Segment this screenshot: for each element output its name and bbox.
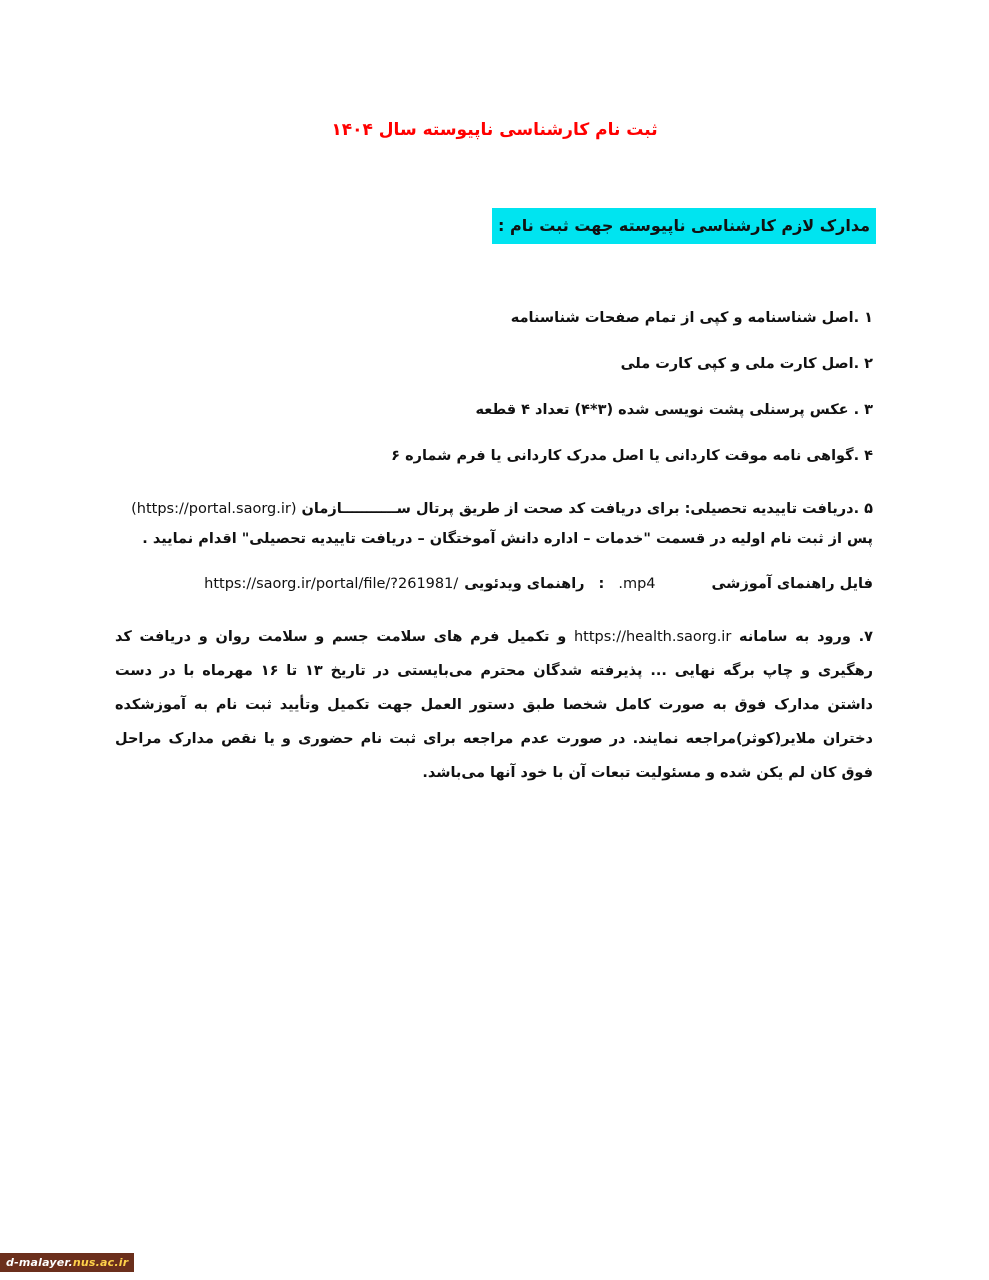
site-watermark (0, 1253, 134, 1272)
video-colon: : (598, 576, 605, 592)
requirement-item-5 (115, 494, 873, 554)
requirement-item-2: ۲ .اصل کارت ملی و کپی کارت ملی (620, 356, 873, 372)
item5-text-suffix: پس از ثبت نام اولیه در قسمت "خدمات – اداره دانش آموختگان – دریافت تاییدیه تحصیلی" اقدام نمایید . (142, 531, 873, 547)
video-guide-label: راهنمای ویدئویی (464, 576, 585, 592)
item5-text-prefix: ۵ .دریافت تاییدیه تحصیلی: برای دریافت کد صحت از طریق پرتال ســـــــــــازمان (296, 501, 873, 517)
video-guide-link[interactable]: https://saorg.ir/portal/file/?261981/ (204, 576, 459, 592)
section-heading: مدارک لازم کارشناسی ناپیوسته جهت ثبت نام : (492, 208, 876, 244)
portal-link[interactable]: (https://portal.saorg.ir) (131, 501, 297, 517)
health-portal-link[interactable]: https://health.saorg.ir (573, 629, 732, 645)
watermark-accent: nus.ac.ir (72, 1256, 129, 1269)
video-file-label: فایل راهنمای آموزشی (711, 576, 873, 592)
requirement-item-7 (115, 620, 873, 790)
item7-text-suffix: و تکمیل فرم های سلامت جسم و سلامت روان و دریافت کد رهگیری و چاپ برگه نهایی ... پذیرفته شدگان محترم می‌بایستی در تاریخ ۱۳ تا ۱۶ مهرماه با در دست داشتن مدارک فوق به صورت کامل شخصا طبق دستور العمل جهت تکمیل وتأیید ثبت نام به آموزشکده دختران ملایر(کوثر)مراجعه نمایند. در صورت عدم مراجعه برای ثبت نام حضوری و یا نقص مدارک مراحل فوق کان لم یکن شده و مسئولیت تبعات آن با خود آنها می‌باشد. (115, 629, 873, 781)
requirement-item-3: ۳ . عکس پرسنلی پشت نویسی شده (۳*۴) تعداد ۴ قطعه (475, 402, 873, 418)
video-file-ext: mp4. (618, 576, 656, 592)
video-guide-row (204, 576, 873, 592)
page-title: ثبت نام کارشناسی ناپیوسته سال ۱۴۰۴ (331, 120, 658, 140)
requirement-item-1: ۱ .اصل شناسنامه و کپی از تمام صفحات شناسنامه (510, 310, 873, 326)
item7-text-prefix: ۷. ورود به سامانه (731, 629, 873, 645)
requirement-item-4: ۴ .گواهی نامه موقت کاردانی یا اصل مدرک کاردانی یا فرم شماره ۶ (391, 448, 873, 464)
watermark-main: d-malayer. (6, 1256, 73, 1269)
